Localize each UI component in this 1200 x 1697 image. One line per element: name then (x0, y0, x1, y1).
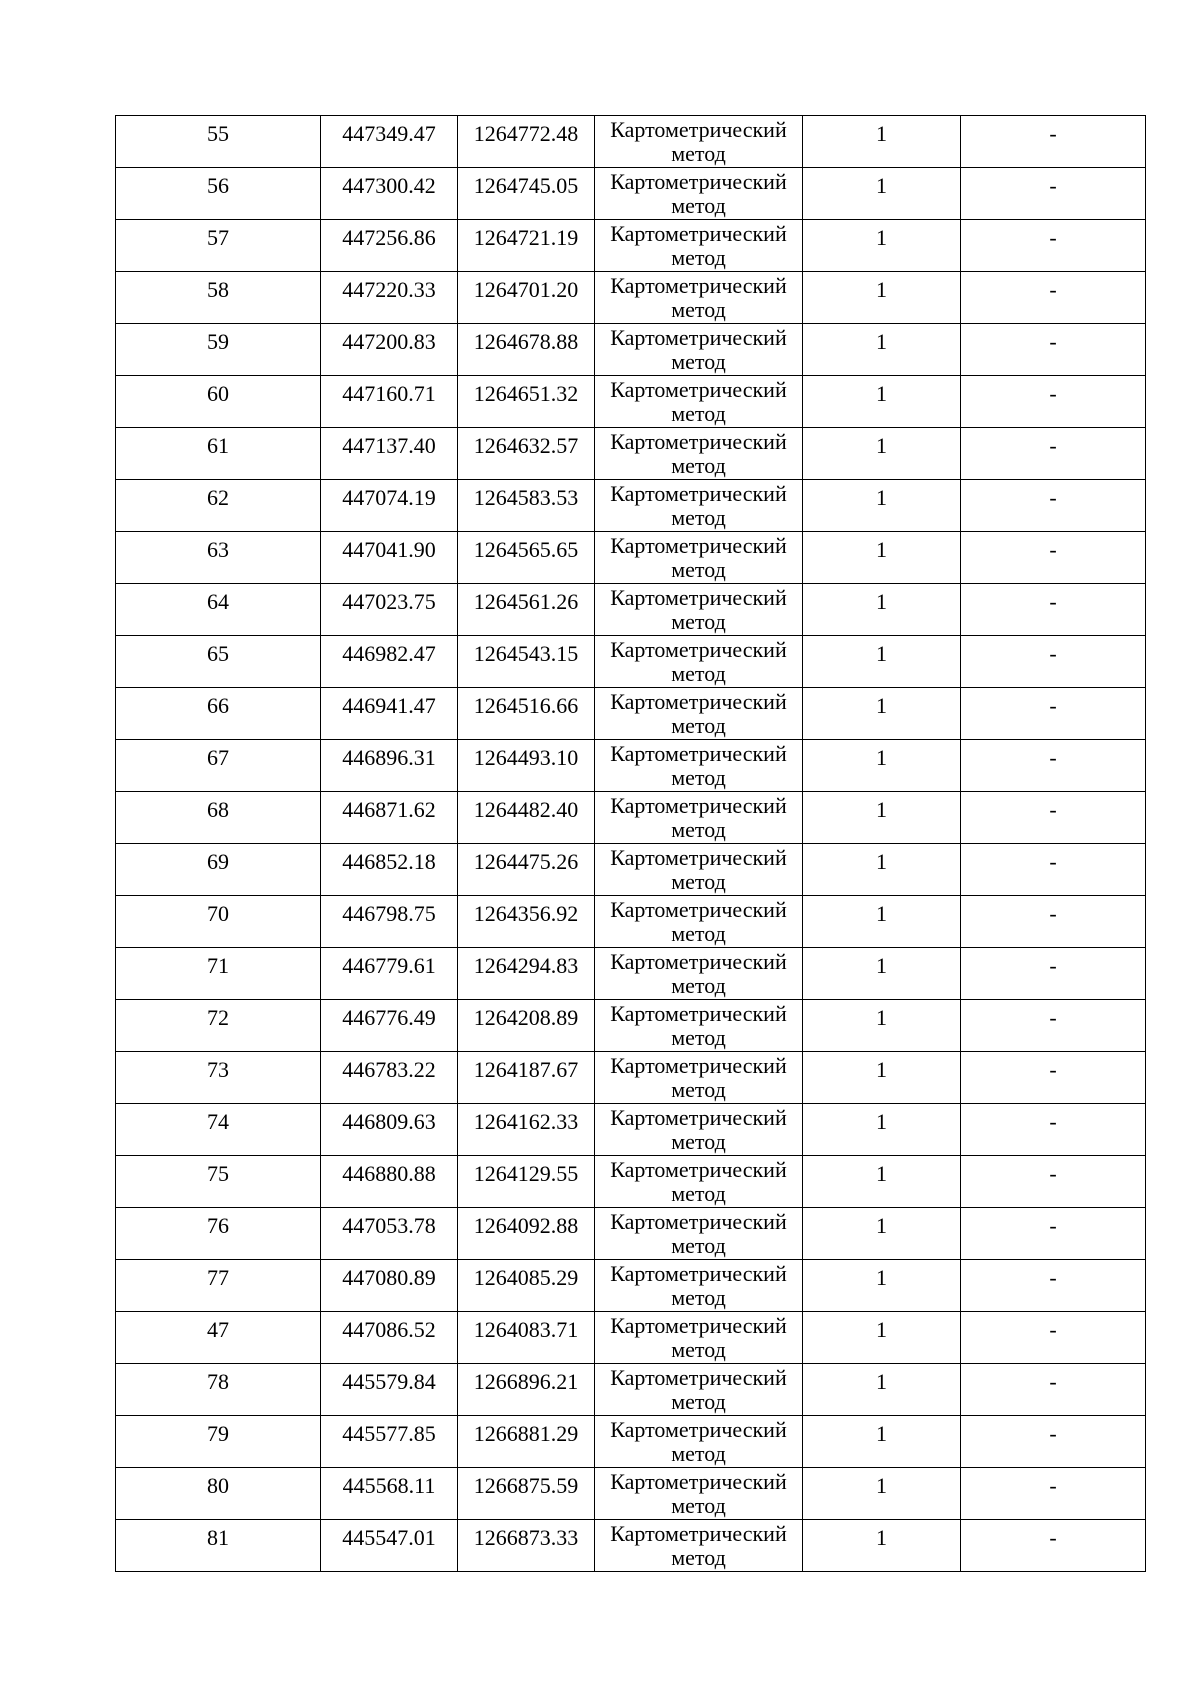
coordinate-y-cell: 1264294.83 (458, 948, 595, 1000)
method-cell (595, 584, 803, 636)
coordinate-x-cell: 447053.78 (321, 1208, 458, 1260)
coordinate-x-cell: 446779.61 (321, 948, 458, 1000)
table-row (116, 1104, 1146, 1156)
coordinate-y-cell: 1264701.20 (458, 272, 595, 324)
note-cell: - (961, 1104, 1146, 1156)
method-line-2: метод (671, 349, 726, 374)
coordinate-x-cell: 446982.47 (321, 636, 458, 688)
coordinate-y-cell: 1264543.15 (458, 636, 595, 688)
point-number-cell: 76 (116, 1208, 321, 1260)
note-cell: - (961, 376, 1146, 428)
table-row (116, 428, 1146, 480)
method-cell (595, 428, 803, 480)
method-line-2: метод (671, 1077, 726, 1102)
method-cell (595, 1052, 803, 1104)
method-line-2: метод (671, 869, 726, 894)
table-row (116, 792, 1146, 844)
point-number-cell: 62 (116, 480, 321, 532)
note-cell: - (961, 1312, 1146, 1364)
method-line-2: метод (671, 973, 726, 998)
point-number-cell: 47 (116, 1312, 321, 1364)
table-row (116, 584, 1146, 636)
point-number-cell: 78 (116, 1364, 321, 1416)
coordinate-y-cell: 1264651.32 (458, 376, 595, 428)
coordinate-x-cell: 446852.18 (321, 844, 458, 896)
method-cell (595, 532, 803, 584)
method-line-2: метод (671, 297, 726, 322)
method-line-2: метод (671, 505, 726, 530)
method-line-2: метод (671, 1545, 726, 1570)
coordinate-x-cell: 447160.71 (321, 376, 458, 428)
method-cell (595, 1520, 803, 1572)
note-cell: - (961, 480, 1146, 532)
method-line-1: Картометрический (610, 793, 787, 818)
note-cell: - (961, 1416, 1146, 1468)
method-line-1: Картометрический (610, 741, 787, 766)
accuracy-cell: 1 (803, 1208, 961, 1260)
accuracy-cell: 1 (803, 584, 961, 636)
coordinate-x-cell: 447080.89 (321, 1260, 458, 1312)
point-number-cell: 75 (116, 1156, 321, 1208)
accuracy-cell: 1 (803, 740, 961, 792)
method-line-2: метод (671, 609, 726, 634)
coordinate-y-cell: 1264356.92 (458, 896, 595, 948)
coordinate-x-cell: 445568.11 (321, 1468, 458, 1520)
table-row (116, 376, 1146, 428)
coordinate-x-cell: 447300.42 (321, 168, 458, 220)
point-number-cell: 56 (116, 168, 321, 220)
coordinate-y-cell: 1264475.26 (458, 844, 595, 896)
coordinate-y-cell: 1264721.19 (458, 220, 595, 272)
table-row (116, 844, 1146, 896)
coordinate-x-cell: 447074.19 (321, 480, 458, 532)
method-cell (595, 1208, 803, 1260)
coordinate-x-cell: 447349.47 (321, 116, 458, 168)
method-cell (595, 168, 803, 220)
coordinate-y-cell: 1264516.66 (458, 688, 595, 740)
point-number-cell: 72 (116, 1000, 321, 1052)
coordinate-x-cell: 446776.49 (321, 1000, 458, 1052)
method-line-1: Картометрический (610, 1469, 787, 1494)
accuracy-cell: 1 (803, 116, 961, 168)
method-line-1: Картометрический (610, 325, 787, 350)
note-cell: - (961, 324, 1146, 376)
table-row (116, 896, 1146, 948)
table-row (116, 532, 1146, 584)
coordinate-x-cell: 447200.83 (321, 324, 458, 376)
coordinate-x-cell: 447086.52 (321, 1312, 458, 1364)
method-cell (595, 376, 803, 428)
table-row (116, 1520, 1146, 1572)
point-number-cell: 74 (116, 1104, 321, 1156)
accuracy-cell: 1 (803, 1104, 961, 1156)
note-cell: - (961, 1260, 1146, 1312)
table-row (116, 220, 1146, 272)
method-line-2: метод (671, 401, 726, 426)
method-line-2: метод (671, 557, 726, 582)
table-row (116, 1156, 1146, 1208)
note-cell: - (961, 1364, 1146, 1416)
accuracy-cell: 1 (803, 636, 961, 688)
method-cell (595, 1260, 803, 1312)
coordinate-x-cell: 446896.31 (321, 740, 458, 792)
method-cell (595, 116, 803, 168)
method-line-1: Картометрический (610, 1313, 787, 1338)
note-cell: - (961, 1156, 1146, 1208)
coordinate-x-cell: 445547.01 (321, 1520, 458, 1572)
coordinate-y-cell: 1264187.67 (458, 1052, 595, 1104)
table-row (116, 324, 1146, 376)
table-row (116, 480, 1146, 532)
coordinate-y-cell: 1264493.10 (458, 740, 595, 792)
accuracy-cell: 1 (803, 792, 961, 844)
note-cell: - (961, 1468, 1146, 1520)
method-cell (595, 1468, 803, 1520)
coordinate-y-cell: 1264745.05 (458, 168, 595, 220)
method-cell (595, 220, 803, 272)
method-cell (595, 844, 803, 896)
coordinate-x-cell: 447220.33 (321, 272, 458, 324)
accuracy-cell: 1 (803, 532, 961, 584)
method-cell (595, 688, 803, 740)
point-number-cell: 70 (116, 896, 321, 948)
table-row (116, 740, 1146, 792)
point-number-cell: 66 (116, 688, 321, 740)
note-cell: - (961, 116, 1146, 168)
accuracy-cell: 1 (803, 324, 961, 376)
table-row (116, 636, 1146, 688)
accuracy-cell: 1 (803, 1260, 961, 1312)
table-row (116, 688, 1146, 740)
method-line-1: Картометрический (610, 1261, 787, 1286)
method-line-2: метод (671, 765, 726, 790)
table-row (116, 168, 1146, 220)
table-row (116, 272, 1146, 324)
method-line-2: метод (671, 713, 726, 738)
coordinates-table (115, 115, 1146, 1572)
method-line-1: Картометрический (610, 1105, 787, 1130)
method-line-1: Картометрический (610, 949, 787, 974)
method-line-2: метод (671, 817, 726, 842)
point-number-cell: 60 (116, 376, 321, 428)
accuracy-cell: 1 (803, 480, 961, 532)
coordinate-y-cell: 1266875.59 (458, 1468, 595, 1520)
accuracy-cell: 1 (803, 272, 961, 324)
coordinate-y-cell: 1264561.26 (458, 584, 595, 636)
point-number-cell: 73 (116, 1052, 321, 1104)
table-row (116, 1260, 1146, 1312)
method-cell (595, 948, 803, 1000)
coordinate-y-cell: 1266873.33 (458, 1520, 595, 1572)
method-cell (595, 636, 803, 688)
point-number-cell: 59 (116, 324, 321, 376)
table-row (116, 1312, 1146, 1364)
coordinate-x-cell: 447137.40 (321, 428, 458, 480)
method-cell (595, 324, 803, 376)
accuracy-cell: 1 (803, 1052, 961, 1104)
method-line-1: Картометрический (610, 1365, 787, 1390)
point-number-cell: 63 (116, 532, 321, 584)
coordinate-x-cell: 446798.75 (321, 896, 458, 948)
accuracy-cell: 1 (803, 220, 961, 272)
method-line-2: метод (671, 1441, 726, 1466)
coordinate-x-cell: 447256.86 (321, 220, 458, 272)
method-line-1: Картометрический (610, 169, 787, 194)
method-line-2: метод (671, 453, 726, 478)
method-line-1: Картометрический (610, 689, 787, 714)
accuracy-cell: 1 (803, 1312, 961, 1364)
point-number-cell: 79 (116, 1416, 321, 1468)
point-number-cell: 65 (116, 636, 321, 688)
note-cell: - (961, 428, 1146, 480)
note-cell: - (961, 1000, 1146, 1052)
method-line-1: Картометрический (610, 481, 787, 506)
coordinate-x-cell: 447023.75 (321, 584, 458, 636)
note-cell: - (961, 272, 1146, 324)
table-row (116, 1468, 1146, 1520)
table-row (116, 1208, 1146, 1260)
coordinate-x-cell: 446871.62 (321, 792, 458, 844)
point-number-cell: 69 (116, 844, 321, 896)
coordinate-y-cell: 1264678.88 (458, 324, 595, 376)
accuracy-cell: 1 (803, 1364, 961, 1416)
point-number-cell: 81 (116, 1520, 321, 1572)
coordinate-y-cell: 1264583.53 (458, 480, 595, 532)
method-cell (595, 1364, 803, 1416)
method-cell (595, 1000, 803, 1052)
point-number-cell: 61 (116, 428, 321, 480)
coordinate-y-cell: 1264772.48 (458, 116, 595, 168)
note-cell: - (961, 636, 1146, 688)
method-line-2: метод (671, 193, 726, 218)
coordinate-y-cell: 1266896.21 (458, 1364, 595, 1416)
method-line-1: Картометрический (610, 1053, 787, 1078)
method-line-1: Картометрический (610, 1157, 787, 1182)
method-line-1: Картометрический (610, 221, 787, 246)
note-cell: - (961, 584, 1146, 636)
method-cell (595, 480, 803, 532)
coordinate-y-cell: 1264565.65 (458, 532, 595, 584)
accuracy-cell: 1 (803, 948, 961, 1000)
coordinate-y-cell: 1264208.89 (458, 1000, 595, 1052)
accuracy-cell: 1 (803, 376, 961, 428)
note-cell: - (961, 532, 1146, 584)
method-cell (595, 1416, 803, 1468)
coordinate-x-cell: 445577.85 (321, 1416, 458, 1468)
method-cell (595, 1156, 803, 1208)
point-number-cell: 64 (116, 584, 321, 636)
accuracy-cell: 1 (803, 1000, 961, 1052)
method-cell (595, 1312, 803, 1364)
note-cell: - (961, 740, 1146, 792)
point-number-cell: 58 (116, 272, 321, 324)
method-line-2: метод (671, 661, 726, 686)
accuracy-cell: 1 (803, 1520, 961, 1572)
coordinates-table-body (116, 116, 1146, 1572)
point-number-cell: 68 (116, 792, 321, 844)
method-line-2: метод (671, 245, 726, 270)
note-cell: - (961, 948, 1146, 1000)
method-line-1: Картометрический (610, 637, 787, 662)
table-row (116, 116, 1146, 168)
method-line-2: метод (671, 1025, 726, 1050)
method-line-1: Картометрический (610, 1001, 787, 1026)
method-line-1: Картометрический (610, 117, 787, 142)
method-line-2: метод (671, 1181, 726, 1206)
note-cell: - (961, 1520, 1146, 1572)
table-row (116, 1364, 1146, 1416)
method-line-2: метод (671, 1129, 726, 1154)
method-line-1: Картометрический (610, 429, 787, 454)
coordinate-y-cell: 1264092.88 (458, 1208, 595, 1260)
coordinate-y-cell: 1264162.33 (458, 1104, 595, 1156)
method-line-1: Картометрический (610, 1209, 787, 1234)
coordinate-x-cell: 446880.88 (321, 1156, 458, 1208)
table-row (116, 1000, 1146, 1052)
note-cell: - (961, 1208, 1146, 1260)
accuracy-cell: 1 (803, 1416, 961, 1468)
method-line-2: метод (671, 921, 726, 946)
note-cell: - (961, 1052, 1146, 1104)
coordinate-y-cell: 1264482.40 (458, 792, 595, 844)
method-line-1: Картометрический (610, 533, 787, 558)
note-cell: - (961, 688, 1146, 740)
method-line-2: метод (671, 1389, 726, 1414)
point-number-cell: 57 (116, 220, 321, 272)
method-line-1: Картометрический (610, 1521, 787, 1546)
method-cell (595, 896, 803, 948)
point-number-cell: 67 (116, 740, 321, 792)
accuracy-cell: 1 (803, 844, 961, 896)
accuracy-cell: 1 (803, 688, 961, 740)
method-cell (595, 1104, 803, 1156)
method-line-2: метод (671, 1285, 726, 1310)
coordinate-x-cell: 447041.90 (321, 532, 458, 584)
coordinate-y-cell: 1264083.71 (458, 1312, 595, 1364)
coordinate-y-cell: 1264085.29 (458, 1260, 595, 1312)
method-line-1: Картометрический (610, 897, 787, 922)
coordinate-y-cell: 1264632.57 (458, 428, 595, 480)
note-cell: - (961, 168, 1146, 220)
method-line-1: Картометрический (610, 273, 787, 298)
coordinate-x-cell: 446809.63 (321, 1104, 458, 1156)
method-line-2: метод (671, 1233, 726, 1258)
method-line-1: Картометрический (610, 845, 787, 870)
method-line-2: метод (671, 141, 726, 166)
method-cell (595, 740, 803, 792)
method-line-2: метод (671, 1493, 726, 1518)
note-cell: - (961, 844, 1146, 896)
coordinate-y-cell: 1266881.29 (458, 1416, 595, 1468)
point-number-cell: 77 (116, 1260, 321, 1312)
coordinate-x-cell: 446941.47 (321, 688, 458, 740)
note-cell: - (961, 896, 1146, 948)
method-line-1: Картометрический (610, 1417, 787, 1442)
point-number-cell: 80 (116, 1468, 321, 1520)
note-cell: - (961, 792, 1146, 844)
point-number-cell: 71 (116, 948, 321, 1000)
accuracy-cell: 1 (803, 1156, 961, 1208)
method-cell (595, 792, 803, 844)
point-number-cell: 55 (116, 116, 321, 168)
table-row (116, 948, 1146, 1000)
note-cell: - (961, 220, 1146, 272)
accuracy-cell: 1 (803, 428, 961, 480)
method-line-2: метод (671, 1337, 726, 1362)
coordinate-x-cell: 446783.22 (321, 1052, 458, 1104)
coordinate-y-cell: 1264129.55 (458, 1156, 595, 1208)
method-line-1: Картометрический (610, 377, 787, 402)
accuracy-cell: 1 (803, 1468, 961, 1520)
table-row (116, 1052, 1146, 1104)
method-cell (595, 272, 803, 324)
accuracy-cell: 1 (803, 168, 961, 220)
coordinate-x-cell: 445579.84 (321, 1364, 458, 1416)
method-line-1: Картометрический (610, 585, 787, 610)
accuracy-cell: 1 (803, 896, 961, 948)
table-row (116, 1416, 1146, 1468)
